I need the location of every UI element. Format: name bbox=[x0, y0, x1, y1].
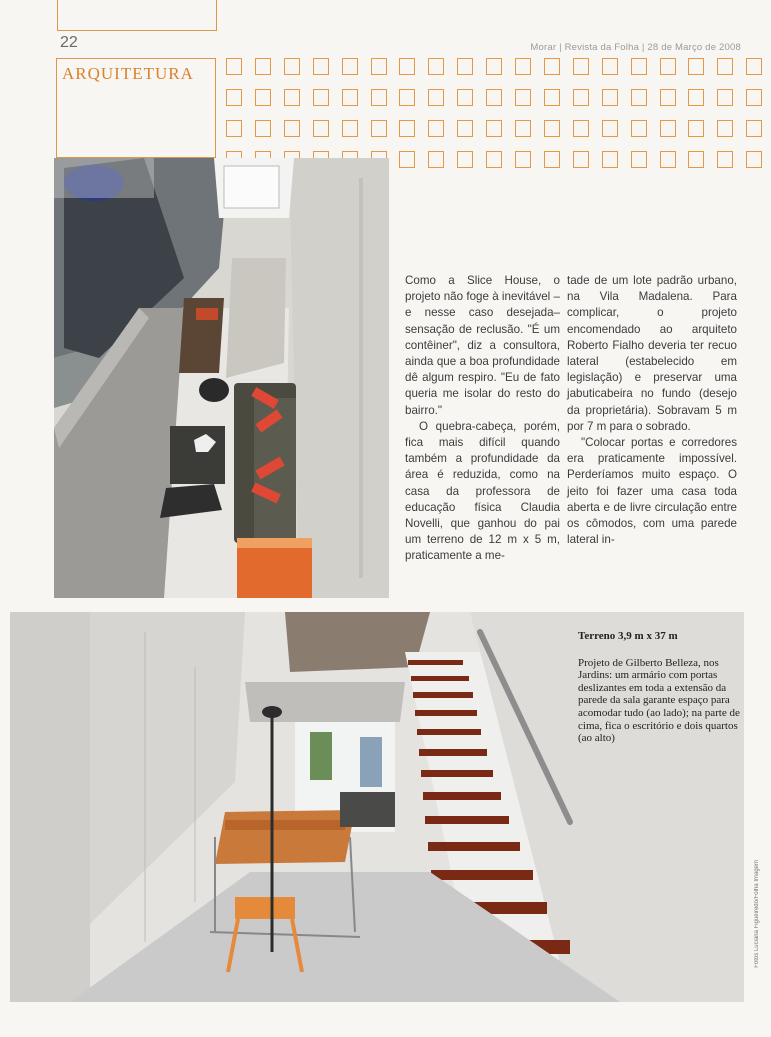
grid-square bbox=[342, 58, 358, 75]
grid-square bbox=[717, 58, 733, 75]
grid-square bbox=[399, 58, 415, 75]
top-frame bbox=[57, 0, 217, 31]
grid-square bbox=[717, 120, 733, 137]
grid-square bbox=[486, 58, 502, 75]
grid-square bbox=[226, 89, 242, 106]
grid-square bbox=[371, 120, 387, 137]
grid-square bbox=[515, 120, 531, 137]
grid-square bbox=[371, 89, 387, 106]
paragraph: "Colocar portas e corredores era praticamente impossível. Perderíamos muito espaço. O jeito foi fazer uma casa toda aberta e de livre circulação entre os cômodos, com uma parede lateral in- bbox=[567, 436, 737, 547]
grid-square bbox=[573, 120, 589, 137]
grid-square bbox=[688, 58, 704, 75]
grid-square bbox=[255, 120, 271, 137]
grid-square bbox=[602, 89, 618, 106]
grid-square bbox=[746, 89, 762, 106]
caption-body: Projeto de Gilberto Belleza, nos Jardins: um armário com portas deslizantes em toda a extensão da parede da sala garante espaço para acomodar tudo (ao lado); na parte de cima, fica o escritório e dois quartos (ao alto) bbox=[578, 656, 740, 745]
grid-square bbox=[457, 120, 473, 137]
grid-square bbox=[544, 58, 560, 75]
photo-caption bbox=[578, 630, 746, 745]
grid-square bbox=[399, 151, 415, 168]
grid-square bbox=[284, 58, 300, 75]
grid-square bbox=[515, 89, 531, 106]
grid-square bbox=[399, 120, 415, 137]
grid-square bbox=[457, 151, 473, 168]
article-column-1 bbox=[405, 273, 560, 565]
paragraph: Como a Slice House, o projeto não foge à inevitável –e nesse caso desejada– sensação de reclusão. "É um contêiner", diz a consultora, ainda que a boa profundidade dê algum respiro. "Eu de fato queria me isolar do resto do bairro." bbox=[405, 274, 560, 417]
grid-square bbox=[573, 89, 589, 106]
grid-square bbox=[428, 58, 444, 75]
grid-square bbox=[746, 58, 762, 75]
grid-square bbox=[457, 89, 473, 106]
grid-square bbox=[428, 151, 444, 168]
grid-square bbox=[371, 58, 387, 75]
grid-square bbox=[515, 151, 531, 168]
grid-square bbox=[313, 58, 329, 75]
grid-square bbox=[342, 89, 358, 106]
grid-square bbox=[313, 89, 329, 106]
grid-square bbox=[602, 58, 618, 75]
grid-square bbox=[255, 58, 271, 75]
grid-square bbox=[717, 89, 733, 106]
photo-credit: Fotos Luciana Figueiredo/Folha Imagem bbox=[754, 860, 760, 968]
grid-square bbox=[717, 151, 733, 168]
grid-square bbox=[573, 58, 589, 75]
grid-square bbox=[486, 151, 502, 168]
grid-square bbox=[544, 120, 560, 137]
section-title: ARQUITETURA bbox=[62, 64, 194, 83]
grid-square bbox=[746, 120, 762, 137]
grid-square bbox=[226, 120, 242, 137]
grid-square bbox=[660, 89, 676, 106]
grid-square bbox=[660, 151, 676, 168]
grid-square bbox=[342, 120, 358, 137]
grid-square bbox=[399, 89, 415, 106]
grid-square bbox=[688, 120, 704, 137]
paragraph: O quebra-cabeça, porém, fica mais difícil quando também a profundidade da área é reduzida, como na casa da professora de educação física Claudia Novelli, que ganhou do pai um terreno de 12 m x 5 m, praticamente a me- bbox=[405, 419, 560, 563]
grid-square bbox=[660, 120, 676, 137]
grid-square bbox=[660, 58, 676, 75]
page-number: 22 bbox=[60, 34, 78, 51]
grid-square bbox=[631, 151, 647, 168]
grid-square bbox=[602, 120, 618, 137]
paragraph: tade de um lote padrão urbano, na Vila Madalena. Para complicar, o projeto encomendado ao arquiteto Roberto Fialho deveria ter recuo lateral (estabelecido em legislação) e preservar uma jabuticabeira no fundo (desejo da proprietária). Sobravam 5 m por 7 m para o sobrado. bbox=[567, 274, 737, 433]
grid-square bbox=[486, 120, 502, 137]
caption-title: Terreno 3,9 m x 37 m bbox=[578, 630, 678, 642]
grid-square bbox=[284, 89, 300, 106]
article-column-2 bbox=[567, 273, 737, 548]
grid-square bbox=[746, 151, 762, 168]
grid-square bbox=[631, 120, 647, 137]
grid-square bbox=[631, 58, 647, 75]
grid-square bbox=[457, 58, 473, 75]
grid-square bbox=[515, 58, 531, 75]
grid-square bbox=[688, 89, 704, 106]
grid-square bbox=[602, 151, 618, 168]
running-header: Morar | Revista da Folha | 28 de Março de 2008 bbox=[530, 42, 741, 53]
grid-square bbox=[544, 151, 560, 168]
photo-living-room-overhead bbox=[54, 158, 389, 598]
grid-square bbox=[631, 89, 647, 106]
grid-square bbox=[544, 89, 560, 106]
grid-square bbox=[428, 89, 444, 106]
grid-square bbox=[226, 58, 242, 75]
grid-square bbox=[688, 151, 704, 168]
grid-square bbox=[486, 89, 502, 106]
grid-square bbox=[284, 120, 300, 137]
grid-square bbox=[313, 120, 329, 137]
grid-square bbox=[255, 89, 271, 106]
grid-square bbox=[573, 151, 589, 168]
grid-square bbox=[428, 120, 444, 137]
